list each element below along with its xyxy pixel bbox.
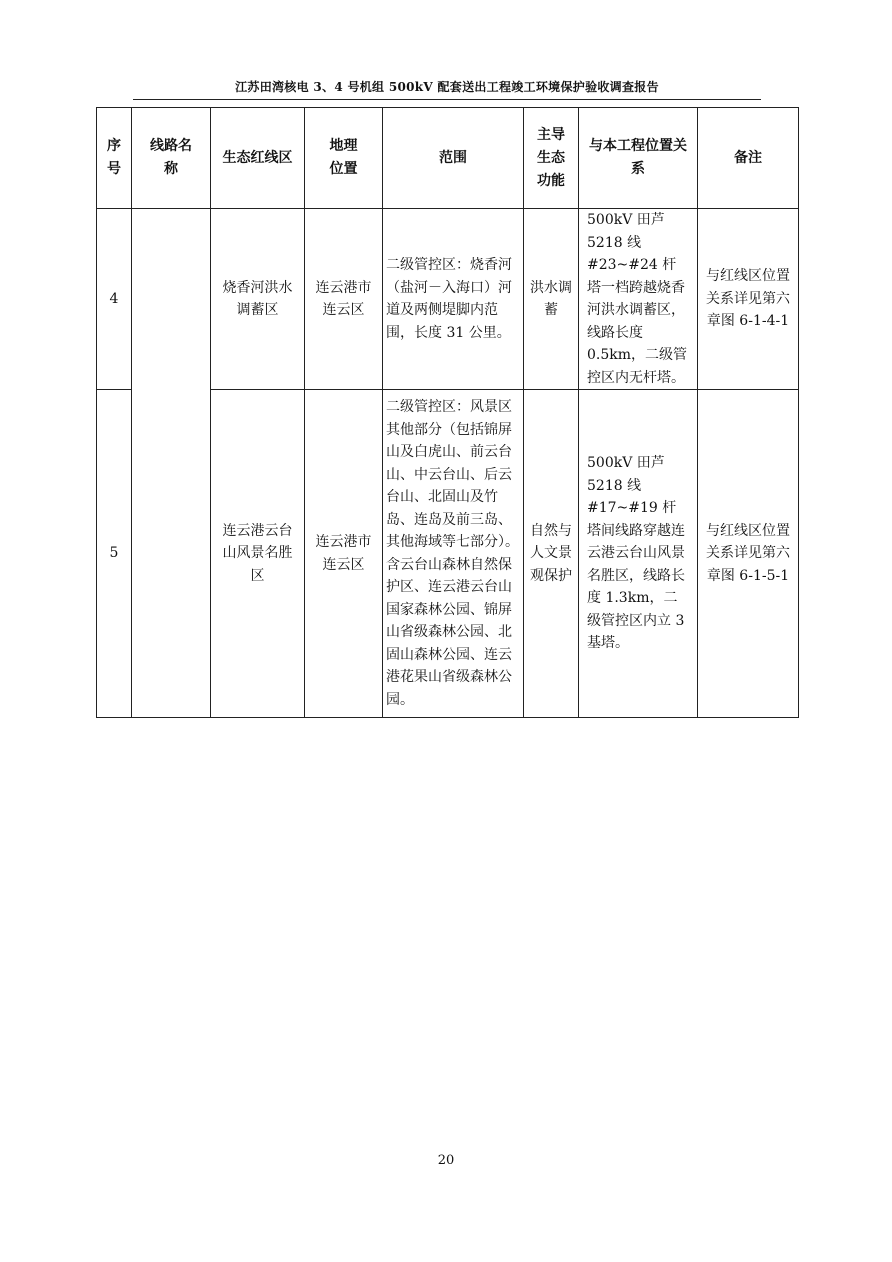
scope-cell: 二级管控区：烧香河（盐河－入海口）河道及两侧堤脚内范围，长度 31 公里。 [383, 209, 524, 390]
report-header-title: 江苏田湾核电 3、4 号机组 500kV 配套送出工程竣工环境保护验收调查报告 [235, 80, 659, 94]
row-number: 5 [97, 390, 132, 718]
col-header-function: 主导生态功能 [524, 108, 579, 209]
redline-area-cell [211, 209, 305, 390]
col-header-relation: 与本工程位置关系 [579, 108, 698, 209]
col-header-scope: 范围 [383, 108, 524, 209]
page-number: 20 [437, 1153, 455, 1168]
redline-area-text: 连云港云台山风景名胜区 [222, 522, 293, 584]
remark-cell: 与红线区位置关系详见第六章图 6-1-5-1 [698, 390, 799, 718]
col-header-redline-area: 生态红线区 [211, 108, 305, 209]
table-row [97, 209, 799, 390]
function-cell: 洪水调蓄 [524, 209, 579, 390]
redline-area-text: 烧香河洪水调蓄区 [222, 279, 293, 318]
row-number: 4 [97, 209, 132, 390]
scope-cell: 二级管控区：风景区其他部分（包括锦屏山及白虎山、前云台山、中云台山、后云台山、北固山及竹岛、连岛及前三岛、其他海域等七部分）。含云台山森林自然保护区、连云港云台山国家森林公园、锦屏山省级森林公园、北固山森林公园、连云港花果山省级森林公园。 [383, 390, 524, 718]
location-text: 连云港市连云区 [315, 279, 372, 318]
table-header-row [97, 108, 799, 209]
remark-cell: 与红线区位置关系详见第六章图 6-1-4-1 [698, 209, 799, 390]
col-header-line-name: 线路名称 [132, 108, 211, 209]
col-header-remark: 备注 [698, 108, 799, 209]
ecological-redline-table [96, 107, 799, 718]
relation-cell: 500kV 田芦 5218 线#17~#19 杆塔间线路穿越连云港云台山风景名胜区，线路长度 1.3km，二级管控区内立 3 基塔。 [579, 390, 698, 718]
header-divider [133, 99, 761, 100]
redline-area-cell [211, 390, 305, 718]
location-text: 连云港市连云区 [315, 534, 372, 573]
line-name-cell [132, 209, 211, 718]
col-header-location: 地理位置 [305, 108, 383, 209]
function-cell: 自然与人文景观保护 [524, 390, 579, 718]
col-header-no: 序号 [97, 108, 132, 209]
location-cell [305, 390, 383, 718]
location-cell [305, 209, 383, 390]
relation-cell: 500kV 田芦 5218 线#23~#24 杆塔一档跨越烧香河洪水调蓄区，线路长度 0.5km，二级管控区内无杆塔。 [579, 209, 698, 390]
